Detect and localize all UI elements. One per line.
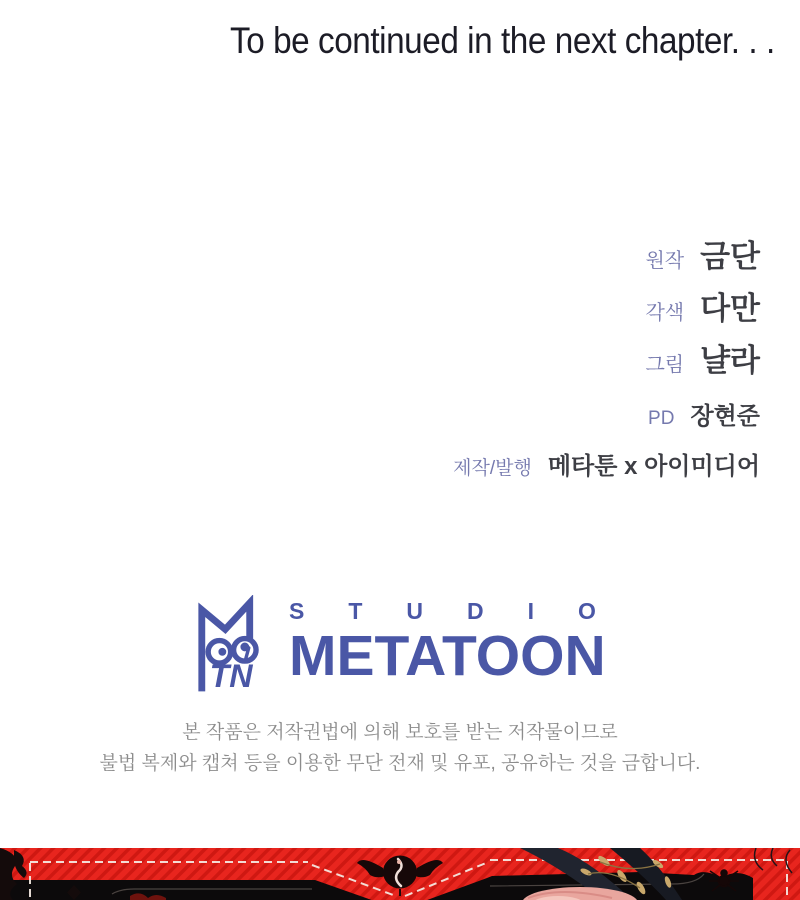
- credit-value: 다만: [700, 291, 760, 326]
- copyright-line-2: 불법 복제와 캡쳐 등을 이용한 무단 전재 및 유포, 공유하는 것을 금합니다.: [99, 753, 701, 774]
- credit-label: PD: [648, 408, 675, 429]
- credit-label: 제작/발행: [453, 458, 532, 479]
- credit-row-pd: [648, 396, 760, 431]
- logo-wordmark: [289, 595, 640, 693]
- credit-value: 메타툰 x 아이미디어: [547, 453, 760, 480]
- next-chapter-artwork-strip: [0, 848, 800, 900]
- to-be-continued-text: To be continued in the next chapter. . .: [230, 20, 775, 61]
- credit-value: 냘라: [700, 343, 760, 378]
- metatoon-owl-icon: [193, 595, 281, 693]
- credit-value: 장현준: [690, 403, 760, 430]
- logo-icon-letters: TN: [209, 658, 253, 693]
- artwork-illustration: [0, 848, 800, 900]
- studio-metatoon-logo: [193, 595, 640, 693]
- copyright-notice: [0, 717, 800, 779]
- credit-row-production: [453, 446, 760, 481]
- credit-value: 금단: [700, 239, 760, 274]
- studio-label: STUDIO: [289, 598, 640, 624]
- credit-row-original: [645, 231, 760, 276]
- credit-label: 원작: [645, 250, 685, 272]
- metatoon-wordmark: METATOON: [289, 624, 606, 688]
- credit-row-adaptation: [645, 283, 760, 328]
- copyright-line-1: 본 작품은 저작권법에 의해 보호를 받는 저작물이므로: [182, 722, 618, 743]
- credit-row-art: [645, 335, 760, 380]
- credit-label: 그림: [645, 354, 685, 376]
- credit-label: 각색: [645, 302, 685, 324]
